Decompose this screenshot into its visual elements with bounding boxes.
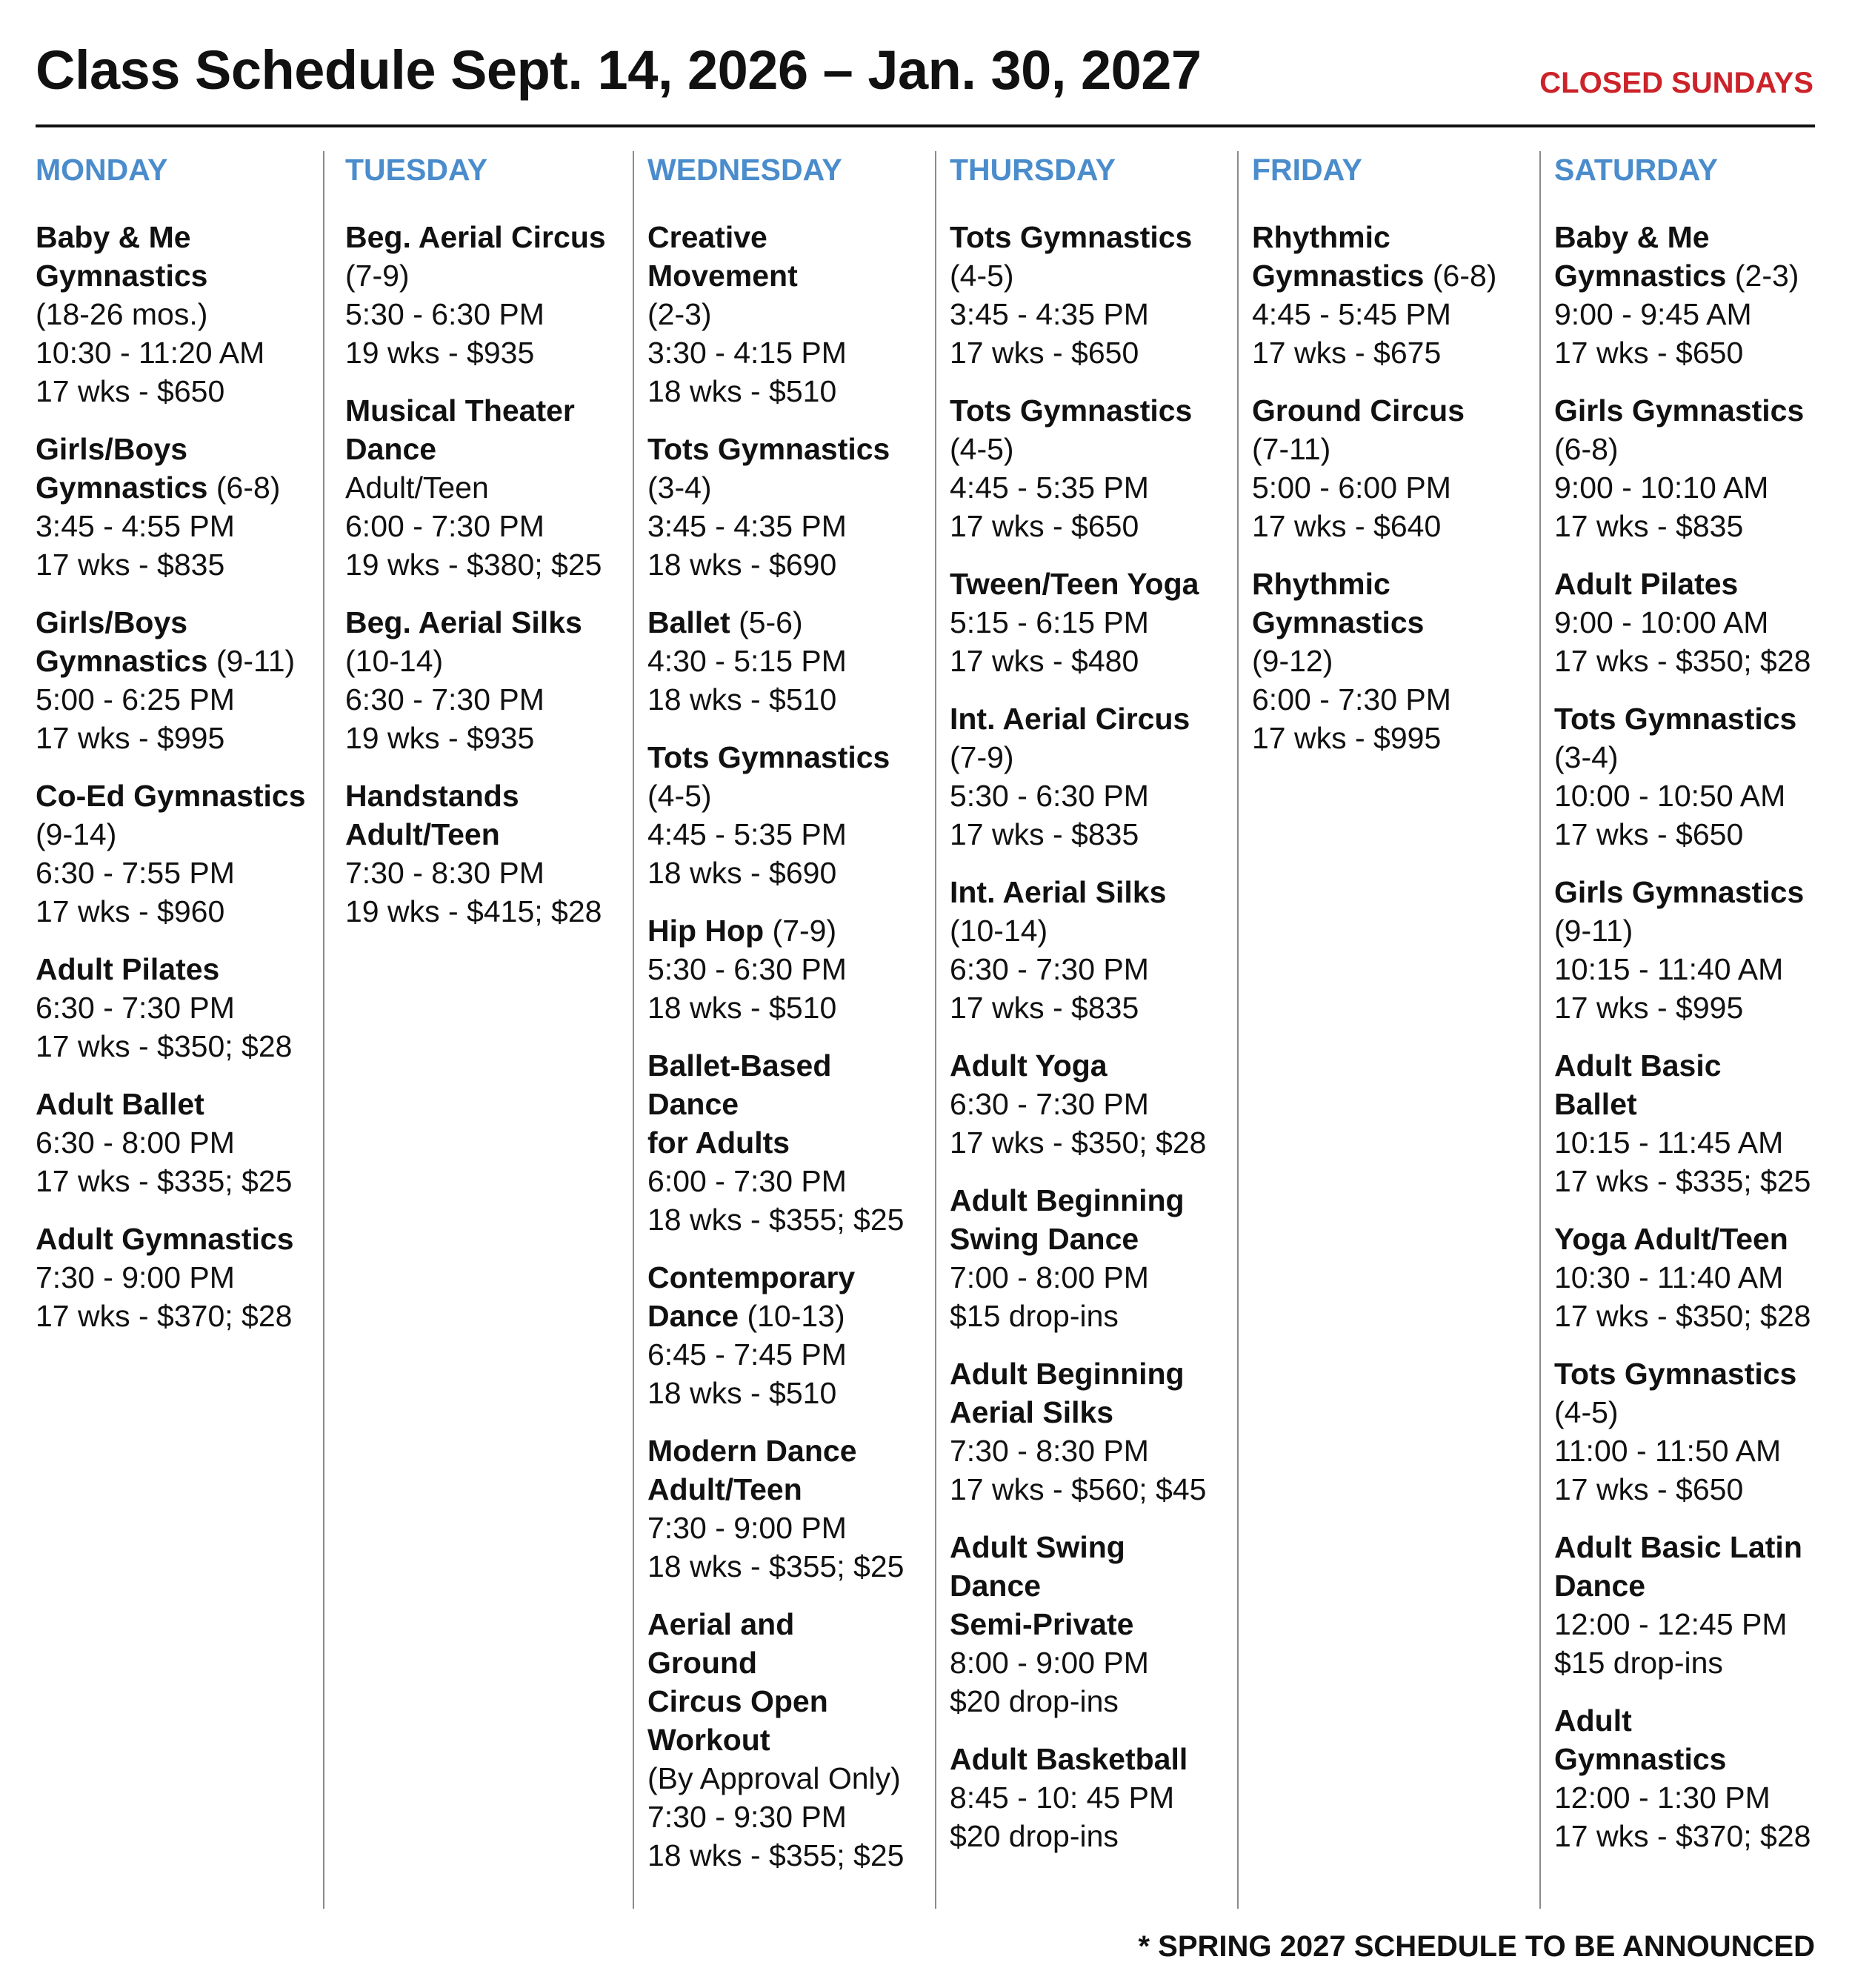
class-list [950,218,1230,1855]
day-heading: THURSDAY [950,153,1116,187]
day-heading: MONDAY [36,153,168,187]
class-detail: 7:30 - 9:00 PM [36,1260,235,1294]
class-detail: 7:30 - 8:30 PM [950,1434,1149,1468]
class-detail: (2-3) [647,297,712,331]
class-detail: 19 wks - $935 [345,336,535,370]
class-detail: 10:15 - 11:40 AM [1554,952,1784,986]
class-detail: 8:45 - 10: 45 PM [950,1781,1175,1815]
class-detail: 3:45 - 4:35 PM [647,509,847,543]
class-detail: 17 wks - $835 [36,548,225,582]
class-name: Adult Ballet [36,1087,204,1121]
class-name: Adult Gymnastics [36,1222,294,1256]
class-name: Tots Gymnastics [950,393,1193,428]
class-heading [1252,218,1532,295]
class-heading [950,565,1230,603]
class-age: (10-13) [747,1299,845,1333]
class-detail: (10-14) [950,914,1048,948]
class-name: Beg. Aerial Silks [345,605,582,639]
class-name: Adult/Teen [345,817,500,851]
class-detail: 10:30 - 11:40 AM [1554,1260,1784,1294]
class-name: Tots Gymnastics [1554,1357,1797,1391]
class-name: Baby & Me [1554,220,1710,254]
class-name: Int. Aerial Circus [950,702,1190,736]
class-name: Gymnastics [36,259,208,293]
class-name: Hip Hop [647,914,765,948]
class-entry [950,699,1230,854]
class-detail: 17 wks - $370; $28 [36,1299,293,1333]
class-detail: 17 wks - $350; $28 [950,1126,1207,1160]
class-entry [345,391,625,584]
class-entry [36,218,316,410]
class-name: Dance [950,1569,1042,1603]
class-name: Girls/Boys [36,605,188,639]
class-heading [950,1740,1230,1778]
class-detail: 17 wks - $835 [950,991,1139,1025]
class-entry [1554,1701,1811,1855]
class-detail: (3-4) [1554,740,1619,774]
class-heading [36,430,316,507]
class-heading [36,218,316,295]
class-detail: 6:30 - 7:30 PM [36,991,235,1025]
class-detail: 4:45 - 5:35 PM [647,817,847,851]
class-heading [950,391,1230,430]
class-detail: 6:30 - 7:55 PM [36,856,235,890]
class-detail: (9-12) [1252,644,1333,678]
class-detail: 9:00 - 10:10 AM [1554,471,1769,505]
page-title: Class Schedule Sept. 14, 2026 – Jan. 30, 2027 [36,39,1202,101]
class-detail: (10-14) [345,644,444,678]
class-detail: 17 wks - $480 [950,644,1139,678]
class-heading [1554,1220,1808,1258]
class-heading [36,1220,316,1258]
class-name: Adult Swing [950,1530,1125,1564]
class-detail: 18 wks - $510 [647,1376,837,1410]
class-detail: $15 drop-ins [950,1299,1119,1333]
day-heading: SATURDAY [1554,153,1718,187]
class-heading [1554,565,1808,603]
class-detail: (4-5) [950,259,1014,293]
class-detail: 17 wks - $835 [950,817,1139,851]
class-heading [345,603,625,642]
class-detail: 18 wks - $355; $25 [647,1549,905,1583]
class-detail: 18 wks - $510 [647,374,837,408]
class-name: Ground Circus [1252,393,1465,428]
class-heading [647,218,927,295]
class-detail: 4:45 - 5:35 PM [950,471,1149,505]
class-detail: 17 wks - $960 [36,894,225,928]
class-name: Rhythmic [1252,220,1390,254]
class-detail: 6:30 - 7:30 PM [950,1087,1149,1121]
class-name: Dance [647,1299,739,1333]
class-name: Tots Gymnastics [950,220,1193,254]
class-detail: 17 wks - $650 [1554,336,1744,370]
class-name: Circus Open [647,1684,828,1718]
class-detail: 17 wks - $350; $28 [1554,1299,1811,1333]
class-entry [950,873,1230,1027]
class-detail: (9-14) [36,817,117,851]
class-list [36,218,316,1335]
class-detail: 17 wks - $335; $25 [1554,1164,1811,1198]
class-detail: Adult/Teen [345,471,489,505]
class-age: (5-6) [739,605,803,639]
day-heading: FRIDAY [1252,153,1362,187]
class-detail: 5:00 - 6:00 PM [1252,471,1451,505]
class-heading [1554,218,1808,295]
class-detail: (4-5) [647,779,712,813]
class-name: Tots Gymnastics [647,432,890,466]
class-detail: (7-9) [950,740,1014,774]
class-heading [647,1258,927,1335]
class-heading [1554,1528,1808,1605]
class-detail: 3:45 - 4:35 PM [950,297,1149,331]
class-name: Tots Gymnastics [1554,702,1797,736]
class-name: Gymnastics [36,644,208,678]
class-detail: 3:30 - 4:15 PM [647,336,847,370]
column-tuesday [345,151,634,1909]
class-name: Musical Theater [345,393,575,428]
class-detail: 19 wks - $415; $28 [345,894,602,928]
class-entry [345,777,625,931]
class-heading [36,950,316,988]
class-heading [647,738,927,777]
class-name: Dance [345,432,437,466]
class-detail: 5:30 - 6:30 PM [950,779,1149,813]
class-detail: 3:45 - 4:55 PM [36,509,235,543]
class-detail: 17 wks - $995 [1554,991,1744,1025]
class-entry [1554,218,1808,372]
class-age: (6-8) [1432,259,1497,293]
class-heading [950,1528,1230,1643]
class-heading [950,699,1230,738]
class-entry [1252,218,1532,372]
class-detail: 17 wks - $650 [950,336,1139,370]
class-name: Int. Aerial Silks [950,875,1167,909]
class-heading [1252,391,1532,430]
class-detail: (4-5) [950,432,1014,466]
class-detail: 4:30 - 5:15 PM [647,644,847,678]
class-entry [1252,391,1532,545]
class-detail: 6:30 - 8:00 PM [36,1126,235,1160]
class-detail: 18 wks - $690 [647,548,837,582]
class-name: Adult Basic Ballet [1554,1048,1722,1121]
class-detail: 17 wks - $675 [1252,336,1442,370]
class-name: Girls Gymnastics [1554,393,1805,428]
class-entry [1554,1220,1811,1335]
class-heading [1554,1701,1808,1778]
class-name: Adult Beginning [950,1183,1185,1217]
class-entry [950,218,1230,372]
class-detail: 6:30 - 7:30 PM [345,682,544,717]
class-list [647,218,927,1875]
class-name: Ballet [647,605,730,639]
class-entry [950,1528,1230,1721]
class-name: Movement [647,259,798,293]
class-detail: 10:30 - 11:20 AM [36,336,265,370]
class-entry [950,1354,1230,1509]
class-detail: 17 wks - $370; $28 [1554,1819,1811,1853]
class-detail: 17 wks - $650 [1554,1472,1744,1506]
class-name: Modern Dance [647,1434,857,1468]
class-heading [345,218,625,256]
class-heading [1554,699,1808,738]
class-name: Aerial and [647,1607,795,1641]
class-entry [345,218,625,372]
class-name: Beg. Aerial Circus [345,220,606,254]
class-name: for Adults [647,1126,790,1160]
class-heading [1554,1354,1808,1393]
class-name: Adult/Teen [647,1472,802,1506]
class-detail: 7:30 - 9:00 PM [647,1511,847,1545]
class-detail: 17 wks - $650 [950,509,1139,543]
class-name: Handstands [345,779,519,813]
class-heading [647,430,927,468]
class-list [345,218,625,931]
class-detail: $15 drop-ins [1554,1646,1723,1680]
class-detail: 17 wks - $835 [1554,509,1744,543]
class-name: Semi-Private [950,1607,1134,1641]
class-name: Rhythmic [1252,567,1390,601]
class-heading [647,603,927,642]
class-detail: 7:30 - 9:30 PM [647,1800,847,1834]
class-name: Girls Gymnastics [1554,875,1805,909]
class-detail: (7-11) [1252,432,1331,466]
schedule-grid [36,151,1815,1909]
closed-notice: CLOSED SUNDAYS [1539,67,1813,99]
class-detail: 18 wks - $355; $25 [647,1203,905,1237]
class-entry [647,1258,927,1412]
class-detail: 17 wks - $350; $28 [36,1029,293,1063]
class-name: Adult Beginning [950,1357,1185,1391]
class-detail: 10:00 - 10:50 AM [1554,779,1786,813]
class-detail: 6:45 - 7:45 PM [647,1337,847,1372]
class-heading [647,1432,927,1509]
class-entry [1554,873,1808,1027]
class-detail: 11:00 - 11:50 AM [1554,1434,1782,1468]
class-entry [950,565,1230,680]
class-heading [950,1354,1230,1432]
class-detail: (4-5) [1554,1395,1619,1429]
class-name: Gymnastics [36,471,208,505]
class-entry [950,1046,1230,1162]
class-detail: 17 wks - $650 [36,374,225,408]
class-name: Adult Basketball [950,1742,1188,1776]
class-detail: 19 wks - $935 [345,721,535,755]
class-heading [36,777,316,815]
class-detail: 6:00 - 7:30 PM [1252,682,1451,717]
class-name: Adult Yoga [950,1048,1107,1083]
class-name: Tween/Teen Yoga [950,567,1199,601]
class-detail: 17 wks - $560; $45 [950,1472,1207,1506]
class-heading [647,911,927,950]
class-detail: 17 wks - $640 [1252,509,1442,543]
class-heading [345,777,625,854]
class-detail: (18-26 mos.) [36,297,208,331]
class-list [1252,218,1532,757]
column-friday [1252,151,1541,1909]
class-detail: 17 wks - $995 [36,721,225,755]
class-name: Creative [647,220,767,254]
class-name: Baby & Me [36,220,191,254]
class-entry [1554,565,1811,680]
class-name: Swing Dance [950,1222,1139,1256]
class-name: Adult Basic Latin [1554,1530,1802,1564]
class-detail: 6:30 - 7:30 PM [950,952,1149,986]
class-name: Dance [647,1087,739,1121]
day-heading: TUESDAY [345,153,488,187]
class-heading [1554,873,1808,911]
class-heading [950,873,1230,911]
class-entry [647,911,927,1027]
class-list [1554,218,1811,1855]
class-detail: (9-11) [1554,914,1633,948]
column-monday [36,151,324,1909]
class-name: Contemporary [647,1260,856,1294]
class-detail: (By Approval Only) [647,1761,901,1795]
class-heading [345,391,625,468]
class-age: (7-9) [772,914,837,948]
class-name: Girls/Boys [36,432,188,466]
class-heading [950,218,1230,256]
class-name: Adult Pilates [36,952,220,986]
header-divider [36,124,1815,127]
class-detail: 12:00 - 12:45 PM [1554,1607,1788,1641]
class-entry [1554,1528,1808,1682]
class-name: Tots Gymnastics [647,740,890,774]
day-heading: WEDNESDAY [647,153,842,187]
class-name: Workout [647,1723,770,1757]
class-entry [1252,565,1532,757]
class-detail: 8:00 - 9:00 PM [950,1646,1149,1680]
class-entry [345,603,625,757]
class-name: Ballet-Based [647,1048,832,1083]
class-heading [647,1046,927,1162]
class-entry [647,603,927,719]
class-detail: 19 wks - $380; $25 [345,548,602,582]
class-detail: 17 wks - $335; $25 [36,1164,293,1198]
class-entry [950,391,1230,545]
class-name: Aerial Silks [950,1395,1114,1429]
class-entry [647,1046,927,1239]
class-name: Gymnastics [1252,259,1425,293]
class-entry [36,430,316,584]
class-name: Co-Ed Gymnastics [36,779,306,813]
class-heading [1252,565,1532,642]
class-detail: 9:00 - 9:45 AM [1554,297,1752,331]
class-heading [950,1181,1230,1258]
header [36,39,1813,127]
class-heading [36,1085,316,1123]
class-name: Adult Pilates [1554,567,1739,601]
class-detail: 5:00 - 6:25 PM [36,682,235,717]
class-entry [36,1220,316,1335]
class-detail: 18 wks - $510 [647,991,837,1025]
class-detail: 18 wks - $355; $25 [647,1838,905,1872]
class-detail: 17 wks - $995 [1252,721,1442,755]
class-entry [950,1740,1230,1855]
class-entry [647,430,927,584]
class-detail: 12:00 - 1:30 PM [1554,1781,1771,1815]
class-entry [36,603,316,757]
class-detail: 17 wks - $350; $28 [1554,644,1811,678]
class-name: Gymnastics [1252,605,1425,639]
footer-note: * SPRING 2027 SCHEDULE TO BE ANNOUNCED [1138,1930,1815,1963]
class-heading [1554,1046,1808,1123]
class-detail: 7:00 - 8:00 PM [950,1260,1149,1294]
class-entry [647,738,927,892]
class-entry [36,950,316,1066]
class-entry [647,218,927,410]
class-name: Adult Gymnastics [1554,1703,1727,1776]
class-detail: $20 drop-ins [950,1684,1119,1718]
class-name: Ground [647,1646,758,1680]
class-heading [950,1046,1230,1085]
class-age: (9-11) [216,644,296,678]
class-entry [1554,391,1808,545]
class-detail: $20 drop-ins [950,1819,1119,1853]
class-detail: 9:00 - 10:00 AM [1554,605,1769,639]
class-detail: 5:30 - 6:30 PM [345,297,544,331]
class-name: Yoga Adult/Teen [1554,1222,1788,1256]
class-heading [1554,391,1808,430]
class-entry [36,777,316,931]
class-entry [647,1605,927,1875]
class-entry [647,1432,927,1586]
class-detail: 17 wks - $650 [1554,817,1744,851]
class-entry [1554,1354,1808,1509]
class-entry [36,1085,316,1200]
class-age: (2-3) [1734,259,1799,293]
class-heading [36,603,316,680]
class-detail: 7:30 - 8:30 PM [345,856,544,890]
class-detail: 18 wks - $690 [647,856,837,890]
class-age: (6-8) [216,471,281,505]
class-detail: (3-4) [647,471,712,505]
class-detail: (7-9) [345,259,410,293]
column-thursday [950,151,1239,1909]
column-saturday [1554,151,1815,1909]
class-detail: (6-8) [1554,432,1619,466]
class-detail: 18 wks - $510 [647,682,837,717]
class-detail: 4:45 - 5:45 PM [1252,297,1451,331]
column-wednesday [647,151,936,1909]
class-entry [1554,699,1808,854]
class-heading [647,1605,927,1759]
class-name: Dance [1554,1569,1646,1603]
class-name: Gymnastics [1554,259,1727,293]
class-detail: 6:00 - 7:30 PM [647,1164,847,1198]
class-detail: 5:15 - 6:15 PM [950,605,1149,639]
class-detail: 6:00 - 7:30 PM [345,509,544,543]
class-entry [1554,1046,1811,1200]
class-detail: 10:15 - 11:45 AM [1554,1126,1784,1160]
class-detail: 5:30 - 6:30 PM [647,952,847,986]
class-entry [950,1181,1230,1335]
